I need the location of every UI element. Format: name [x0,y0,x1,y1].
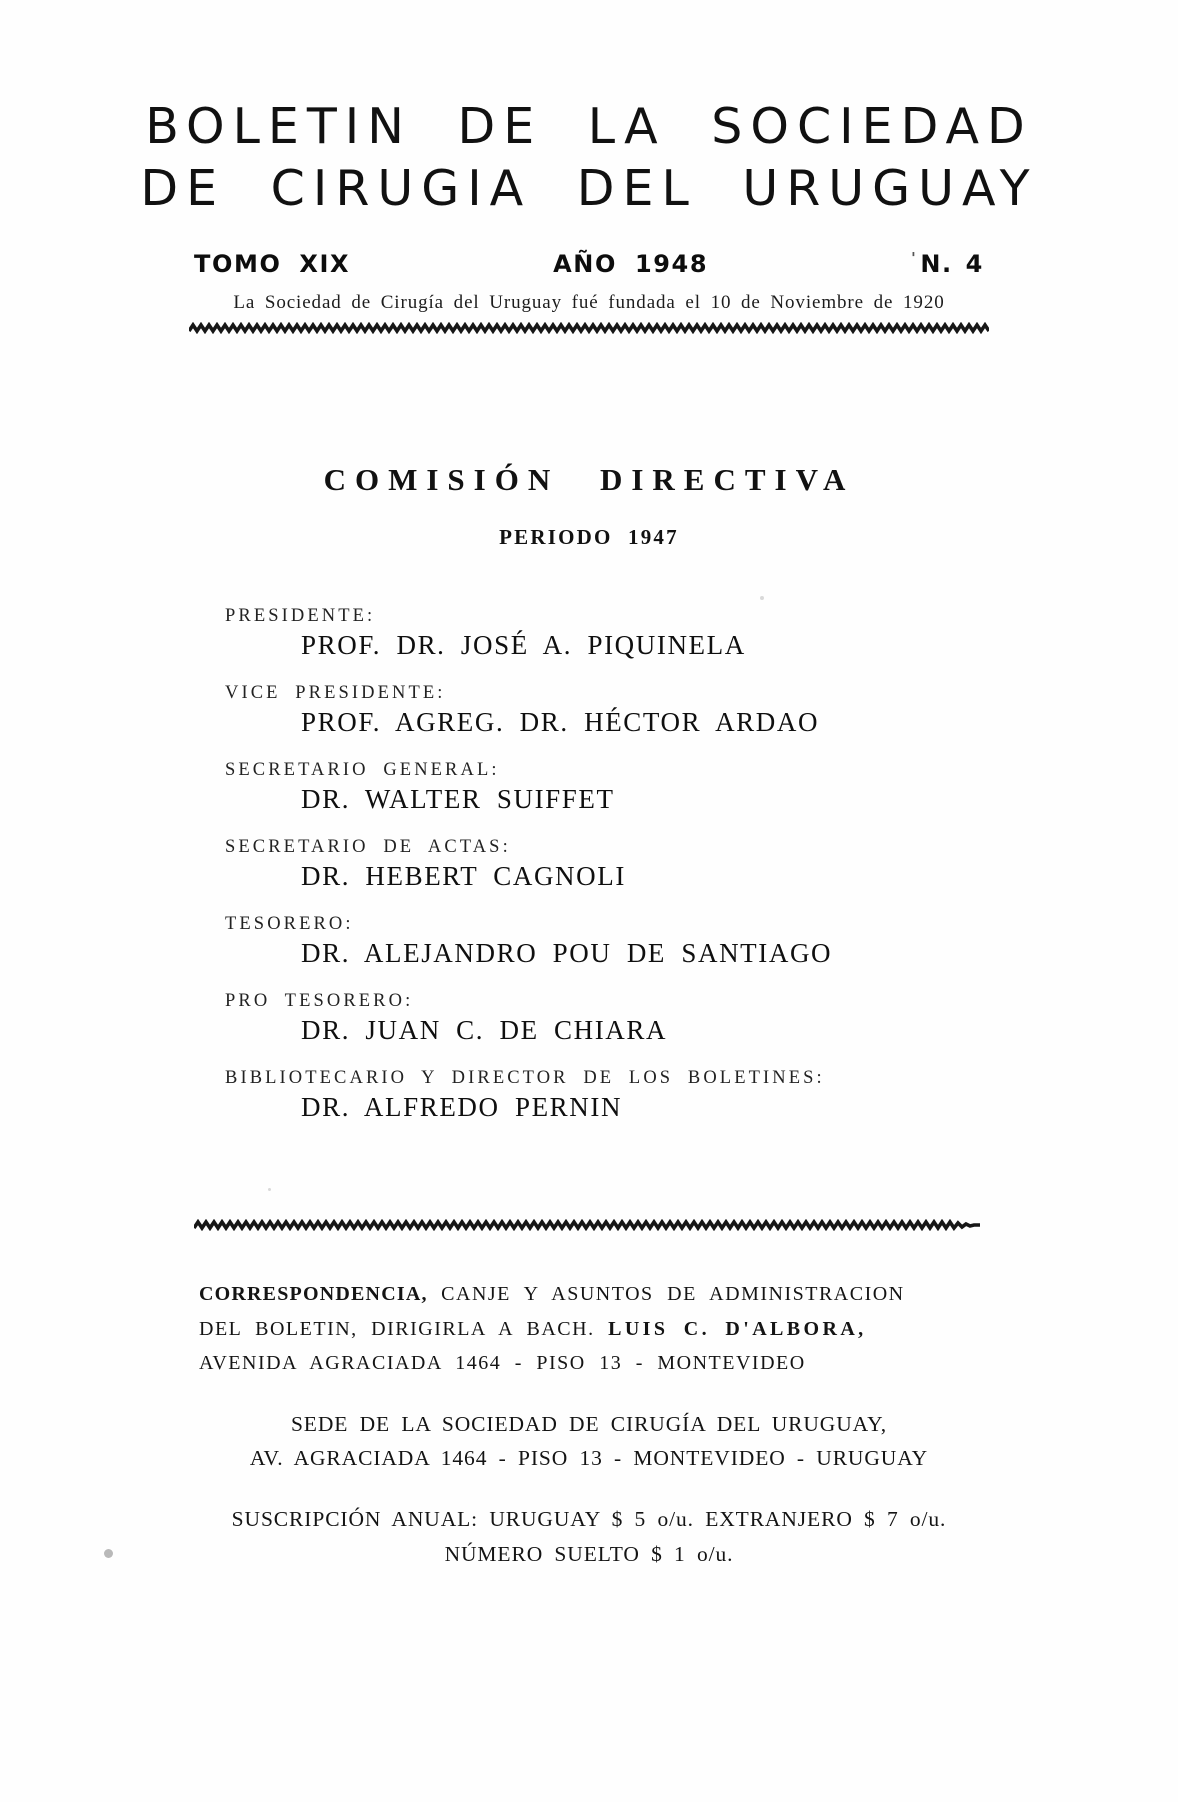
officer-role: BIBLIOTECARIO Y DIRECTOR DE LOS BOLETINES: [225,1068,825,1089]
correspondence-address: AVENIDA AGRACIADA 1464 - PISO 13 - MONTEVIDEO [199,1352,806,1375]
officer-role: VICE PRESIDENTE: [225,683,446,704]
issue-info-row [194,249,984,278]
officer-entry [225,914,989,969]
committee-heading: COMISIÓN DIRECTIVA [323,462,855,498]
scan-speck-bullet [104,1549,113,1558]
footer-section [169,1277,1009,1571]
officer-entry [225,760,989,815]
correspondence-line-1-rest: CANJE Y ASUNTOS DE ADMINISTRACION [441,1283,905,1306]
officer-entry [225,991,989,1046]
masthead-rule-wrap [0,322,1178,334]
officer-role: PRO TESORERO: [225,991,414,1012]
scan-speck [760,596,764,600]
correspondence-keyword: CORRESPONDENCIA, [199,1283,428,1306]
year-label: AÑO 1948 [553,250,709,279]
scan-speck [268,1188,271,1191]
officer-name: DR. ALEJANDRO POU DE SANTIAGO [301,938,833,969]
officer-entry [225,683,989,738]
officer-name: PROF. AGREG. DR. HÉCTOR ARDAO [301,707,820,738]
issue-number-label: ' N. 4 [911,249,984,278]
correspondence-recipient: LUIS C. D'ALBORA, [608,1317,867,1340]
officer-name: DR. HEBERT CAGNOLI [301,861,626,892]
officer-name: PROF. DR. JOSÉ A. PIQUINELA [301,630,746,661]
correspondence-line-1 [169,1277,1009,1311]
officer-entry [225,1068,989,1123]
officer-role: TESORERO: [225,914,354,935]
correspondence-block [169,1277,1009,1380]
officer-name: DR. JUAN C. DE CHIARA [301,1015,668,1046]
subscription-single-issue: NÚMERO SUELTO $ 1 o/u. [444,1542,734,1567]
headquarters-line-2: AV. AGRACIADA 1464 - PISO 13 - MONTEVIDEO - URUGUAY [249,1446,929,1471]
officer-role: PRESIDENTE: [225,606,376,627]
committee-period: PERIODO 1947 [499,525,679,550]
footer-spacer-2 [169,1476,1009,1502]
officer-entry [225,837,989,892]
officer-name: DR. ALFREDO PERNIN [301,1092,623,1123]
sawtooth-divider-bottom [194,1219,984,1231]
subscription-block [169,1502,1009,1572]
correspondence-line-2 [169,1312,1009,1346]
headquarters-line-1: SEDE DE LA SOCIEDAD DE CIRUGÍA DEL URUGUAY, [290,1411,888,1436]
officer-name: DR. WALTER SUIFFET [301,784,615,815]
officer-entry [225,606,989,661]
committee-section [0,462,1178,1123]
footer-spacer [169,1381,1009,1407]
headquarters-block [169,1407,1009,1477]
volume-label: TOMO XIX [194,250,351,279]
officer-role: SECRETARIO GENERAL: [225,760,500,781]
sawtooth-divider-top [189,322,989,334]
footer-rule-wrap [0,1219,1178,1231]
officer-role: SECRETARIO DE ACTAS: [225,837,511,858]
subscription-annual: SUSCRIPCIÓN ANUAL: URUGUAY $ 5 o/u. EXTRANJERO $ 7 o/u. [231,1507,947,1532]
journal-title-line-2: DE CIRUGIA DEL URUGUAY [140,159,1038,217]
journal-title-line-1: BOLETIN DE LA SOCIEDAD [145,98,1033,155]
foundation-note: La Sociedad de Cirugía del Uruguay fué fundada el 10 de Noviembre de 1920 [233,292,945,314]
officers-list [189,606,989,1123]
masthead [0,0,1178,334]
correspondence-line-2-plain: DEL BOLETIN, DIRIGIRLA A BACH. [199,1317,595,1340]
